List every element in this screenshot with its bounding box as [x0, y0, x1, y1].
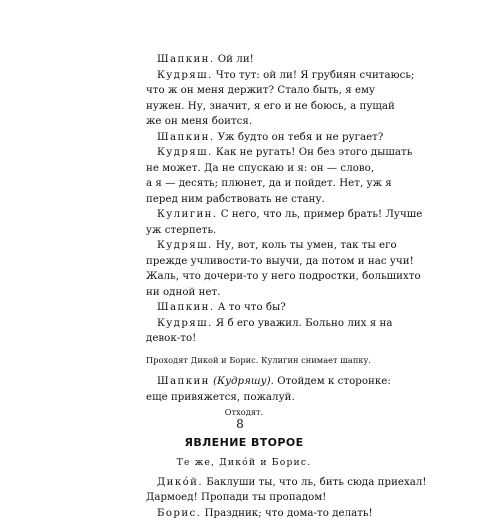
line-text: Дармоед! Пропади ты пропадом! — [146, 492, 326, 503]
text-line — [146, 490, 342, 506]
dialogue-part-2 — [146, 374, 342, 405]
text-line — [146, 145, 342, 161]
speaker-name: Шапкин. — [157, 54, 214, 65]
line-text: Баклуши ты, что ль, бить сюда приехал! — [203, 477, 427, 488]
text-line — [146, 114, 342, 130]
text-line — [146, 316, 342, 332]
text-line — [146, 331, 342, 347]
text-line — [146, 300, 342, 316]
speaker-name: Кудряш. — [157, 70, 213, 81]
line-text: девок-то! — [146, 333, 196, 344]
speaker-name: Кудряш. — [157, 318, 213, 329]
speaker-name: Шапкин. — [157, 132, 214, 143]
speaker-name: Дико́й. — [157, 477, 203, 488]
text-line — [146, 130, 342, 146]
dialogue-part-3 — [146, 475, 342, 521]
text-line — [146, 83, 342, 99]
line-text: Ну, вот, коль ты умен, так ты его — [213, 240, 397, 251]
line-text: не может. Да не спускаю и я: он — слово, — [146, 163, 374, 174]
speaker-name: Кулигин. — [157, 209, 218, 220]
line-text: Отойдем к сторонке: — [274, 376, 391, 387]
line-text: нужен. Ну, значит, я его и не боюсь, а пущай — [146, 101, 395, 112]
line-text: же он меня боится. — [146, 116, 252, 127]
speaker-name: Борис. — [157, 508, 201, 519]
line-text: перед ним рабствовать не стану. — [146, 194, 325, 205]
line-text: А то что бы? — [214, 302, 285, 313]
line-text: Как не ругать! Он без этого дышать — [213, 147, 413, 158]
text-line — [146, 475, 342, 491]
line-text: ни одной нет. — [146, 287, 221, 298]
stage-direction: Проходят Дикой и Борис. Кулигин снимает шапку. — [146, 353, 342, 369]
speaker-name: Шапкин — [157, 376, 210, 387]
line-text: С него, что ль, пример брать! Лучше — [218, 209, 423, 220]
scene-cast: Те же, Дико́й и Борис. — [146, 455, 342, 470]
speaker-name: Кудряш. — [157, 147, 213, 158]
play-text — [146, 52, 342, 521]
line-text: Уж будто он тебя и не ругает? — [214, 132, 383, 143]
line-text: Праздник; что дома-то делать! — [201, 508, 372, 519]
line-text: а я — десять; плюнет, да и пойдет. Нет, уж я — [146, 178, 392, 189]
text-line — [146, 269, 342, 285]
line-text: еще привяжется, пожалуй. — [146, 392, 295, 403]
line-text: прежде учливости-то выучи, да потом и нас учи! — [146, 256, 414, 267]
line-text: уж стерпеть. — [146, 225, 216, 236]
text-line — [146, 207, 342, 223]
page-number: 8 — [0, 417, 480, 431]
text-line — [146, 374, 342, 390]
text-line — [146, 176, 342, 192]
stage-direction-exit: Отходят. — [146, 405, 342, 421]
text-line — [146, 161, 342, 177]
speaker-name: Шапкин. — [157, 302, 214, 313]
line-text: Ой ли! — [214, 54, 253, 65]
stage-aside: (Кудряшу). — [210, 376, 274, 387]
text-line — [146, 99, 342, 115]
scene-heading: ЯВЛЕНИЕ ВТОРОЕ — [146, 435, 342, 451]
text-line — [146, 285, 342, 301]
text-line — [146, 254, 342, 270]
speaker-name: Кудряш. — [157, 240, 213, 251]
text-line — [146, 52, 342, 68]
dialogue-part-1 — [146, 52, 342, 347]
text-line — [146, 223, 342, 239]
line-text: Я б его уважил. Больно лих я на — [213, 318, 393, 329]
text-line — [146, 192, 342, 208]
line-text: Жаль, что дочери-то у него подростки, большихто — [146, 271, 421, 282]
text-line — [146, 68, 342, 84]
text-line — [146, 506, 342, 521]
line-text: Что тут: ой ли! Я грубиян считаюсь; — [213, 70, 415, 81]
text-line — [146, 390, 342, 406]
line-text: что ж он меня держит? Стало быть, я ему — [146, 85, 375, 96]
text-line — [146, 238, 342, 254]
